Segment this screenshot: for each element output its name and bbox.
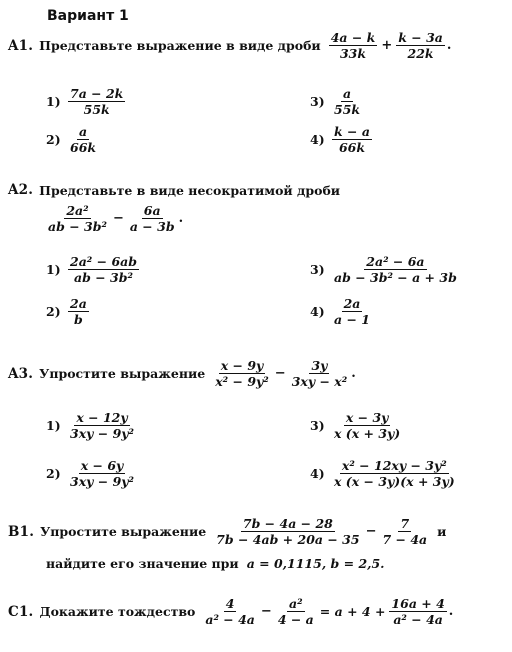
numerator: x − 6y xyxy=(80,458,124,473)
question-text: найдите его значение при xyxy=(46,556,239,571)
option-number: 3) xyxy=(310,262,325,277)
question-label: A3. xyxy=(8,365,34,382)
denominator: 55k xyxy=(83,102,110,117)
numerator: 7a − 2k xyxy=(70,86,124,101)
option-number: 3) xyxy=(310,418,325,433)
fraction xyxy=(380,516,429,547)
answer-option[interactable] xyxy=(310,86,362,117)
operator: + xyxy=(381,38,393,53)
fraction xyxy=(329,30,378,61)
denominator: a² − 4a xyxy=(393,612,443,627)
denominator: 3xy − 9y² xyxy=(70,474,135,489)
question-prompt: Докажите тождество xyxy=(39,604,196,619)
operator: − xyxy=(365,524,377,539)
answer-option[interactable] xyxy=(310,254,459,285)
fraction xyxy=(389,596,446,627)
fraction xyxy=(276,596,316,627)
question-a2-expression xyxy=(46,203,187,234)
fraction xyxy=(68,410,136,441)
numerator: 2a xyxy=(70,296,87,311)
question-prompt: Упростите выражение xyxy=(39,366,206,381)
question-a2-header xyxy=(8,182,340,198)
question-c1-header xyxy=(8,596,457,627)
denominator: 3xy − x² xyxy=(291,374,348,389)
question-a3-header xyxy=(8,358,360,389)
numerator: 2a xyxy=(343,296,361,311)
question-a1-header xyxy=(8,30,455,61)
page-title: Вариант 1 xyxy=(47,8,129,24)
question-prompt: Представьте в виде несократимой дроби xyxy=(39,182,341,198)
answer-option[interactable] xyxy=(46,254,139,285)
option-number: 4) xyxy=(310,304,325,319)
denominator: a − 3b xyxy=(129,219,175,234)
option-number: 1) xyxy=(46,418,61,433)
numerator: 3y xyxy=(311,358,328,373)
numerator: a xyxy=(342,86,352,101)
question-prompt: Представьте выражение в виде дроби xyxy=(39,38,321,53)
denominator: 7b − 4ab + 20a − 35 xyxy=(216,532,360,547)
numerator: 2a² xyxy=(66,203,89,218)
option-number: 4) xyxy=(310,466,325,481)
question-b1-line2 xyxy=(46,556,385,571)
fraction xyxy=(290,358,350,389)
period: . xyxy=(178,211,184,226)
period: . xyxy=(446,38,452,53)
fraction xyxy=(332,254,459,285)
denominator: x (x + 3y) xyxy=(334,426,401,441)
question-label: C1. xyxy=(8,603,34,620)
denominator: a² − 4a xyxy=(205,612,255,627)
denominator: 7 − 4a xyxy=(382,532,428,547)
fraction xyxy=(332,296,372,327)
denominator: a − 1 xyxy=(334,312,370,327)
fraction xyxy=(128,203,177,234)
numerator: a xyxy=(78,124,88,139)
denominator: 55k xyxy=(334,102,361,117)
fraction xyxy=(68,86,125,117)
numerator: k − a xyxy=(334,124,370,139)
answer-option[interactable] xyxy=(310,296,372,327)
question-label: B1. xyxy=(8,523,35,540)
numerator: x² − 12xy − 3y² xyxy=(341,458,447,473)
fraction xyxy=(68,254,139,285)
fraction xyxy=(332,124,372,155)
denominator: ab − 3b² − a + 3b xyxy=(334,270,457,285)
numerator: 16a + 4 xyxy=(391,596,445,611)
fraction xyxy=(68,296,89,327)
option-number: 4) xyxy=(310,132,325,147)
fraction xyxy=(203,596,257,627)
fraction xyxy=(332,410,402,441)
option-number: 2) xyxy=(46,132,61,147)
period: . xyxy=(448,604,454,619)
numerator: 2a² − 6ab xyxy=(70,254,137,269)
denominator: 4 − a xyxy=(277,612,314,627)
denominator: 66k xyxy=(70,140,97,155)
fraction xyxy=(68,124,98,155)
numerator: 7 xyxy=(400,516,410,531)
denominator: 22k xyxy=(407,46,434,61)
fraction xyxy=(68,458,136,489)
answer-option[interactable] xyxy=(46,458,136,489)
given-values: a = 0,1115, b = 2,5. xyxy=(246,556,385,571)
fraction xyxy=(213,358,271,389)
identity-middle: = a + 4 + xyxy=(319,604,386,619)
period: . xyxy=(351,366,356,381)
operator: − xyxy=(260,604,272,619)
numerator: 4 xyxy=(225,596,235,611)
answer-option[interactable] xyxy=(46,124,98,155)
numerator: a² xyxy=(289,596,303,611)
denominator: x (x − 3y)(x + 3y) xyxy=(334,474,455,489)
answer-option[interactable] xyxy=(46,410,136,441)
denominator: b xyxy=(74,312,83,327)
fraction xyxy=(332,458,457,489)
fraction xyxy=(46,203,109,234)
option-number: 1) xyxy=(46,94,61,109)
numerator: 4a − k xyxy=(330,30,376,45)
option-number: 2) xyxy=(46,466,61,481)
operator: − xyxy=(112,211,124,226)
fraction xyxy=(332,86,362,117)
conjunction: и xyxy=(437,524,447,539)
question-prompt: Упростите выражение xyxy=(40,524,207,539)
denominator: 3xy − 9y² xyxy=(70,426,135,441)
answer-option[interactable] xyxy=(310,124,372,155)
numerator: x − 12y xyxy=(76,410,128,425)
answer-option[interactable] xyxy=(46,86,125,117)
operator: − xyxy=(274,366,286,381)
answer-option[interactable] xyxy=(310,410,402,441)
answer-option[interactable] xyxy=(310,458,457,489)
numerator: 6a xyxy=(143,203,161,218)
denominator: 33k xyxy=(339,46,367,61)
option-number: 2) xyxy=(46,304,61,319)
numerator: k − 3a xyxy=(398,30,443,45)
fraction xyxy=(214,516,361,547)
question-label: A1. xyxy=(8,37,34,54)
question-b1-header xyxy=(8,516,446,547)
numerator: 7b − 4a − 28 xyxy=(242,516,333,531)
numerator: 2a² − 6a xyxy=(366,254,425,269)
denominator: ab − 3b² xyxy=(74,270,133,285)
denominator: ab − 3b² xyxy=(48,219,107,234)
numerator: x − 9y xyxy=(220,358,264,373)
question-label: A2. xyxy=(8,182,34,198)
fraction xyxy=(396,30,445,61)
answer-option[interactable] xyxy=(46,296,89,327)
numerator: x − 3y xyxy=(345,410,389,425)
denominator: 66k xyxy=(338,140,365,155)
option-number: 1) xyxy=(46,262,61,277)
option-number: 3) xyxy=(310,94,325,109)
denominator: x² − 9y² xyxy=(215,374,269,389)
